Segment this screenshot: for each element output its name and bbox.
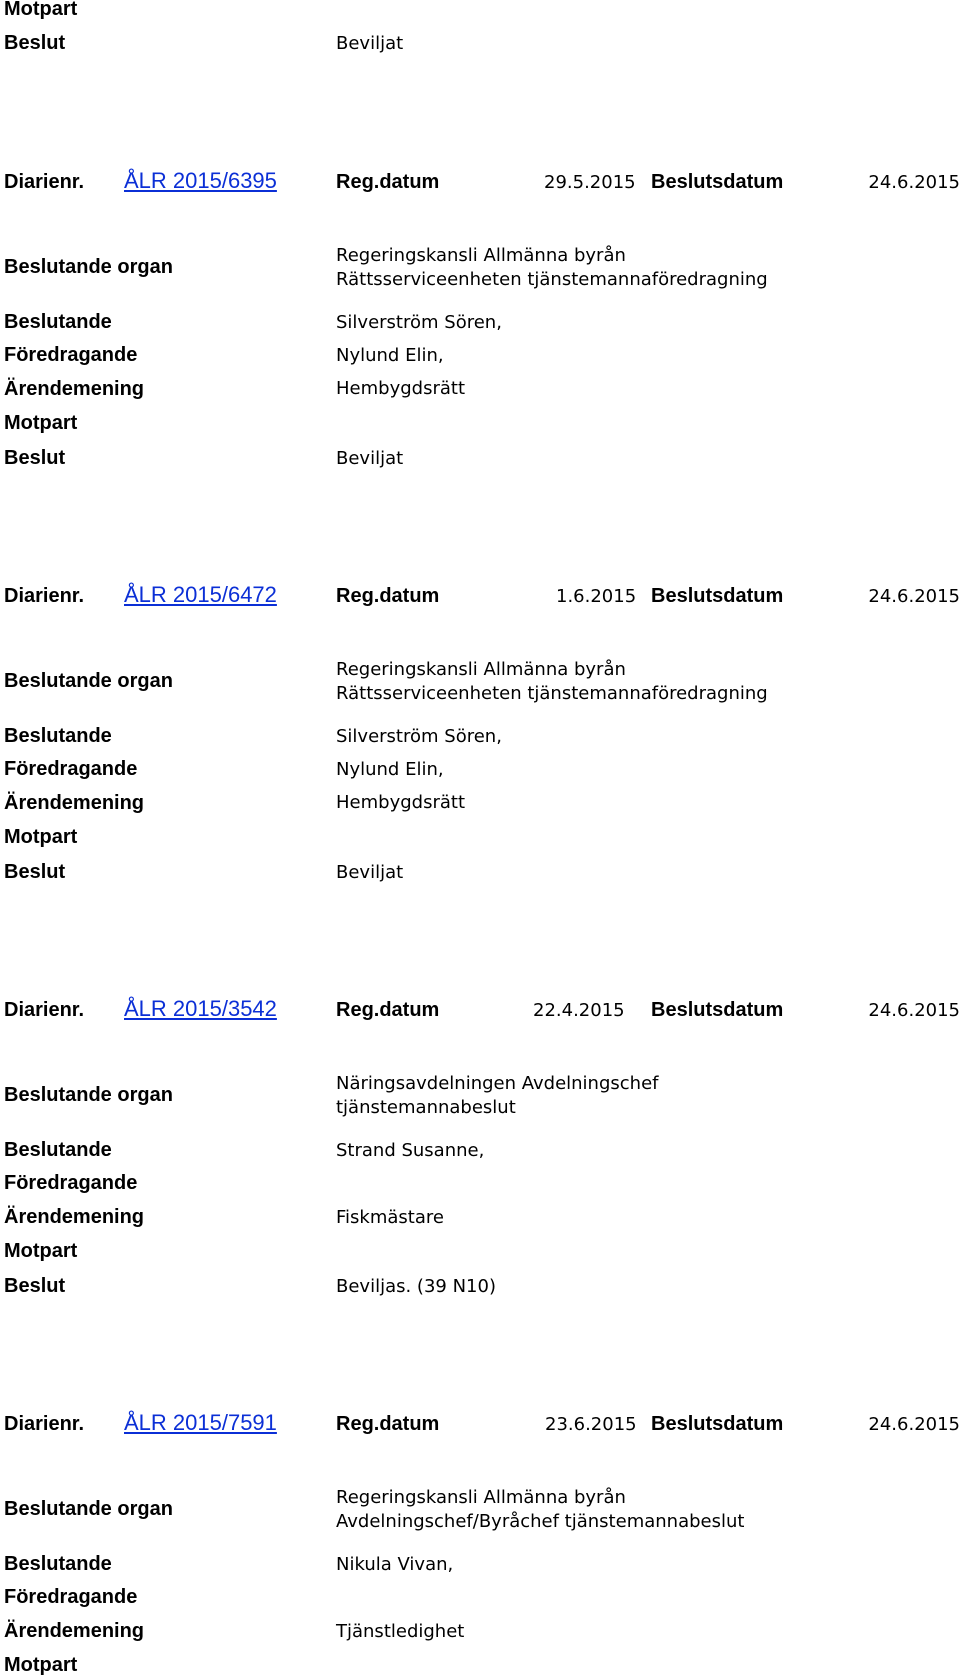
arendemening-value: Fiskmästare [336,1207,444,1228]
beslut-value: Beviljat [336,33,404,54]
diarienr-link[interactable]: ÅLR 2015/6395 [124,168,277,193]
beslutande-value: Nikula Vivan, [336,1554,454,1575]
beslut-value: Beviljat [336,448,404,469]
label-motpart: Motpart [4,826,78,848]
label-diarienr: Diarienr. [4,171,85,193]
beslut-value: Beviljat [336,862,404,883]
label-beslutande: Beslutande [4,725,112,747]
beslutande-value: Silverström Sören, [336,726,502,747]
label-reg-datum: Reg.datum [336,1413,440,1435]
arendemening-value: Tjänstledighet [336,1621,465,1642]
label-reg-datum: Reg.datum [336,999,440,1021]
label-diarienr: Diarienr. [4,1413,85,1435]
label-beslut: Beslut [4,447,66,469]
label-reg-datum: Reg.datum [336,585,440,607]
label-beslutande-organ: Beslutande organ [4,1084,173,1106]
beslutande-value: Silverström Sören, [336,312,502,333]
label-beslutsdatum: Beslutsdatum [651,999,784,1021]
diarienr-link[interactable]: ÅLR 2015/3542 [124,996,277,1021]
label-beslut: Beslut [4,32,66,54]
organ-line-2: tjänstemannabeslut [336,1097,516,1118]
diarienr-link[interactable]: ÅLR 2015/7591 [124,1410,277,1435]
label-beslut: Beslut [4,1275,66,1297]
foredragande-value: Nylund Elin, [336,345,444,366]
label-motpart: Motpart [4,412,78,434]
label-motpart: Motpart [4,1240,78,1262]
label-beslutande-organ: Beslutande organ [4,1498,173,1520]
foredragande-value: Nylund Elin, [336,759,444,780]
beslutsdatum-value: 24.6.2015 [868,1000,960,1021]
label-beslutande: Beslutande [4,1553,112,1575]
label-beslutande: Beslutande [4,1139,112,1161]
label-motpart: Motpart [4,1654,78,1676]
beslut-value: Beviljas. (39 N10) [336,1276,496,1297]
label-beslutsdatum: Beslutsdatum [651,171,784,193]
organ-line-2: Avdelningschef/Byråchef tjänstemannabeslut [336,1511,745,1532]
reg-datum-value: 23.6.2015 [545,1414,637,1435]
label-foredragande: Föredragande [4,758,138,780]
diarienr-link[interactable]: ÅLR 2015/6472 [124,582,277,607]
label-beslutsdatum: Beslutsdatum [651,585,784,607]
beslutsdatum-value: 24.6.2015 [868,172,960,193]
label-beslutande-organ: Beslutande organ [4,670,173,692]
label-motpart: Motpart [4,0,78,20]
arendemening-value: Hembygdsrätt [336,378,465,399]
organ-line-2: Rättsserviceenheten tjänstemannaföredragning [336,269,768,290]
reg-datum-value: 1.6.2015 [556,586,637,607]
label-foredragande: Föredragande [4,1172,138,1194]
beslutande-value: Strand Susanne, [336,1140,485,1161]
reg-datum-value: 22.4.2015 [533,1000,625,1021]
label-foredragande: Föredragande [4,344,138,366]
beslutsdatum-value: 24.6.2015 [868,586,960,607]
organ-line-1: Regeringskansli Allmänna byrån [336,659,626,680]
label-arendemening: Ärendemening [4,792,145,814]
label-arendemening: Ärendemening [4,378,145,400]
label-beslutande: Beslutande [4,311,112,333]
organ-line-2: Rättsserviceenheten tjänstemannaföredragning [336,683,768,704]
reg-datum-value: 29.5.2015 [544,172,636,193]
label-diarienr: Diarienr. [4,999,85,1021]
label-beslutsdatum: Beslutsdatum [651,1413,784,1435]
organ-line-1: Regeringskansli Allmänna byrån [336,245,626,266]
label-arendemening: Ärendemening [4,1206,145,1228]
label-beslut: Beslut [4,861,66,883]
label-beslutande-organ: Beslutande organ [4,256,173,278]
label-reg-datum: Reg.datum [336,171,440,193]
organ-line-1: Näringsavdelningen Avdelningschef [336,1073,659,1094]
organ-line-1: Regeringskansli Allmänna byrån [336,1487,626,1508]
beslutsdatum-value: 24.6.2015 [868,1414,960,1435]
label-foredragande: Föredragande [4,1586,138,1608]
arendemening-value: Hembygdsrätt [336,792,465,813]
label-diarienr: Diarienr. [4,585,85,607]
label-arendemening: Ärendemening [4,1620,145,1642]
